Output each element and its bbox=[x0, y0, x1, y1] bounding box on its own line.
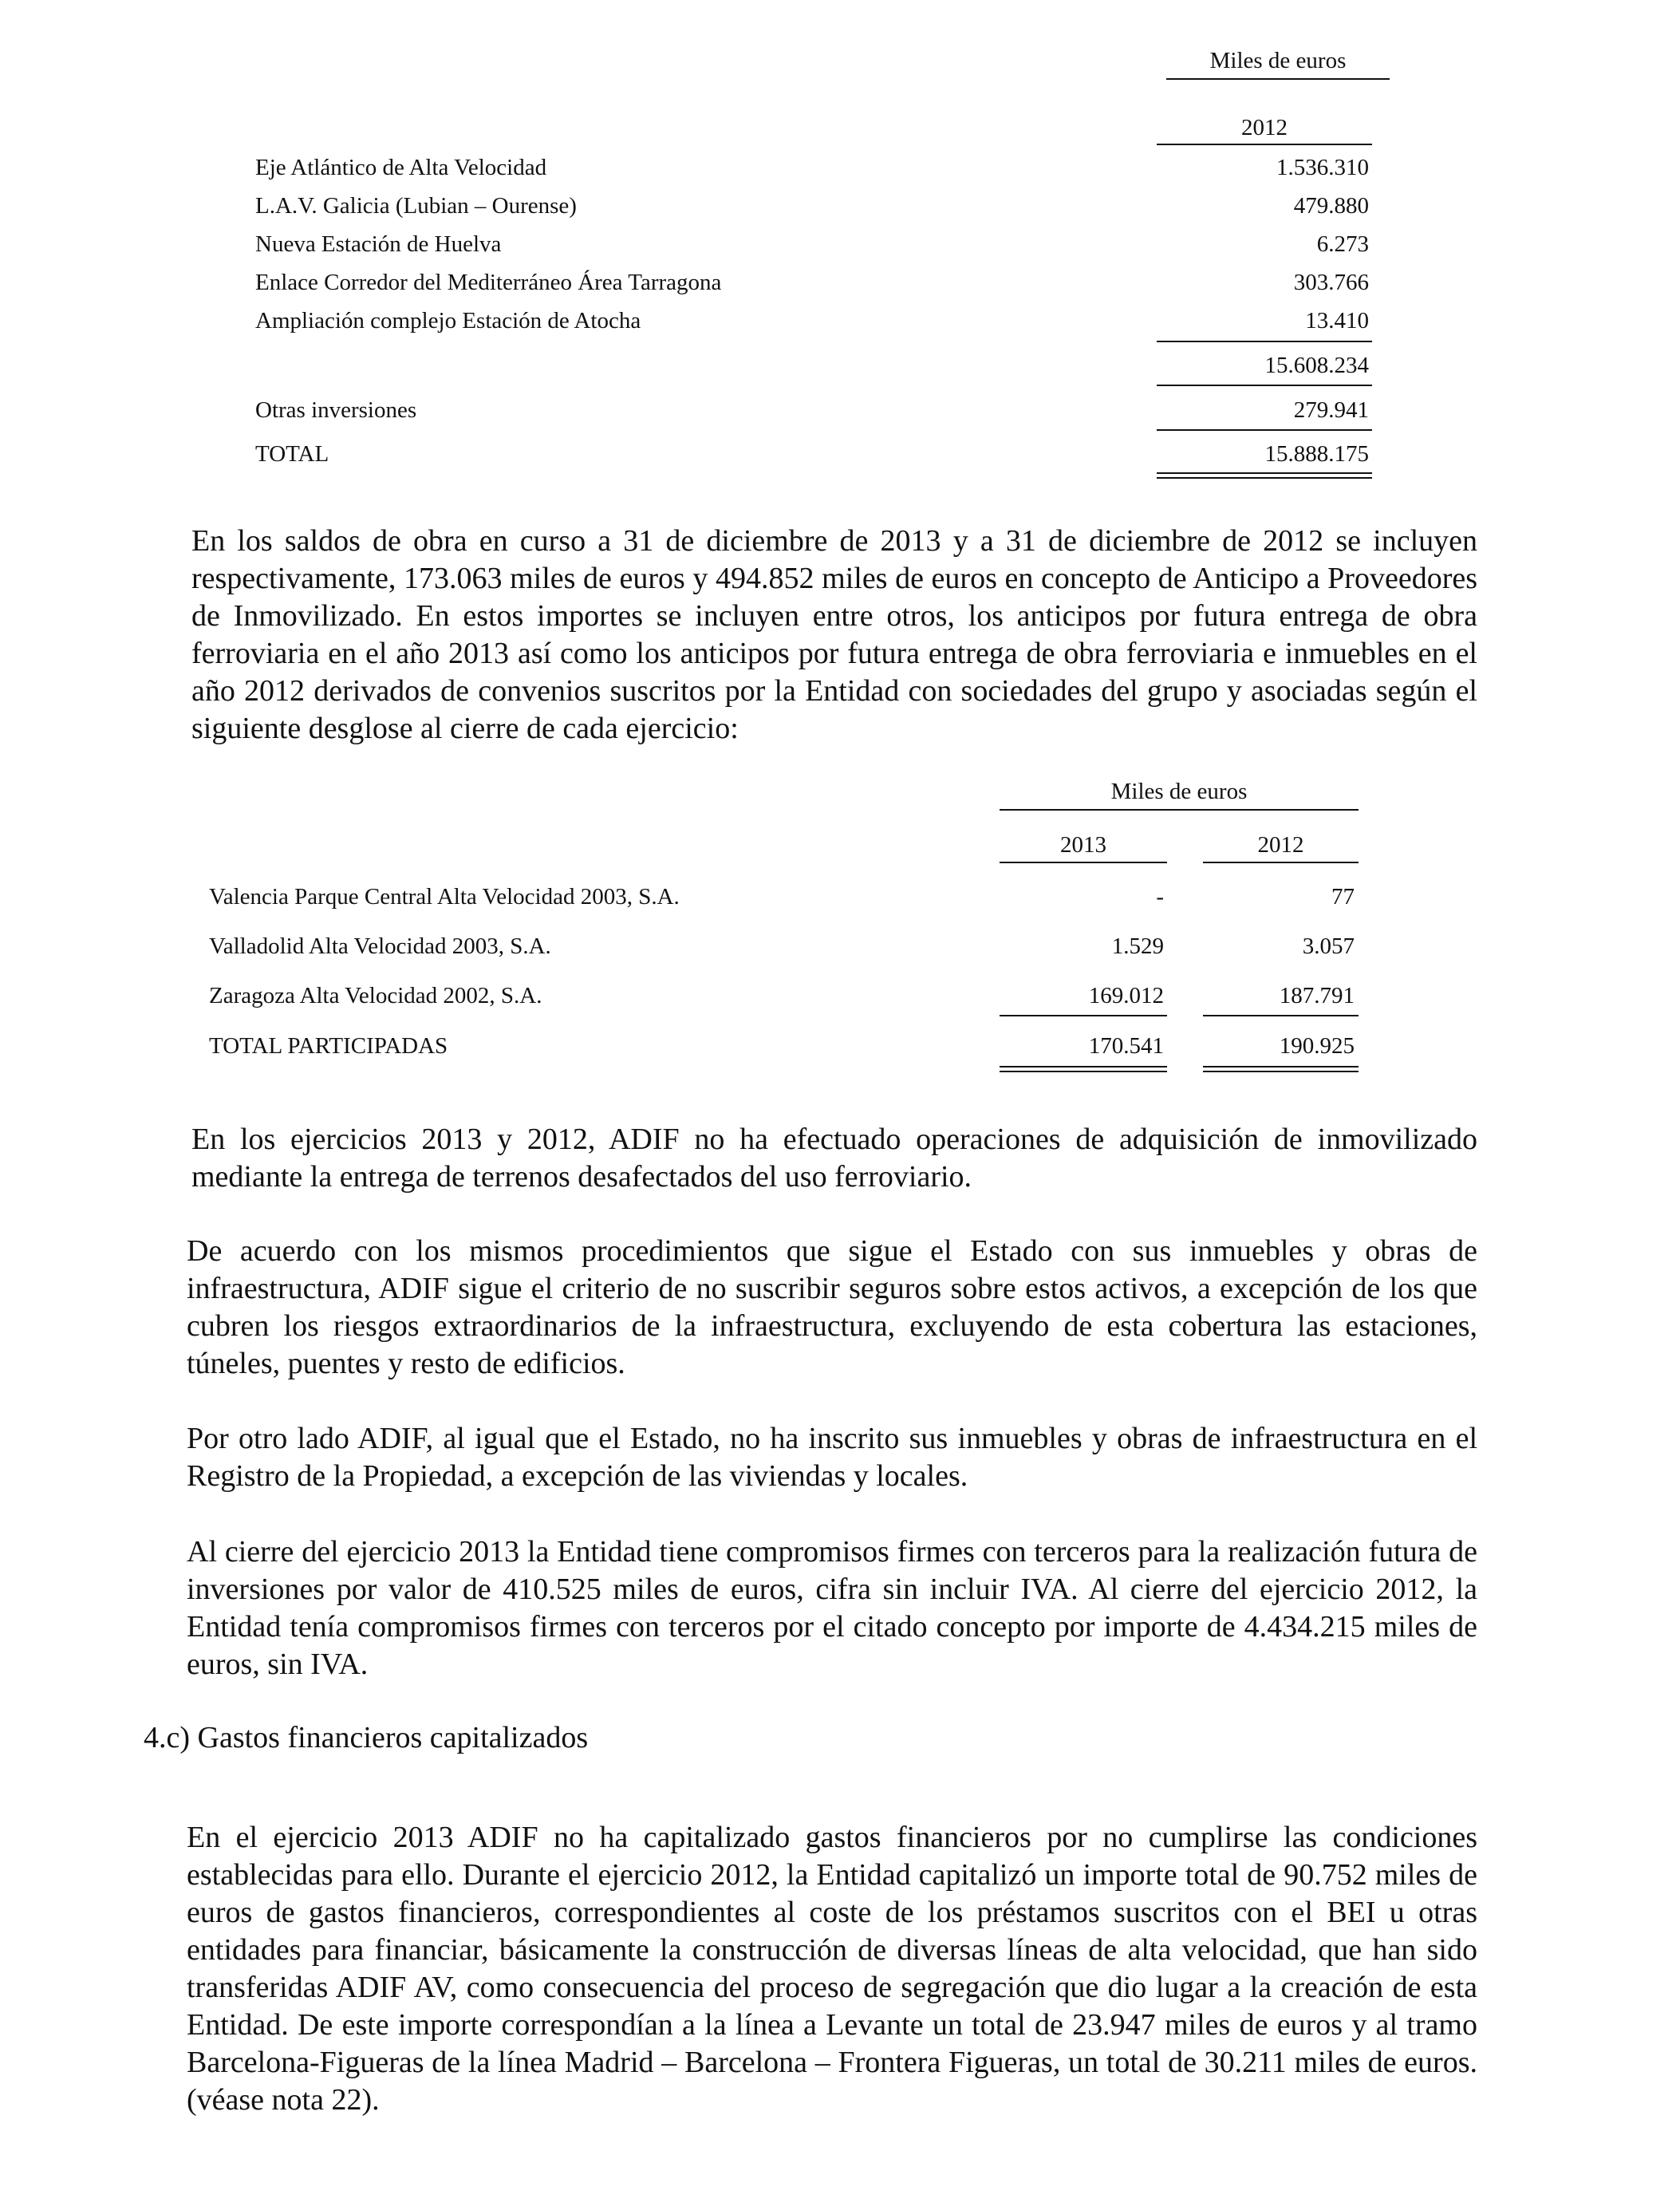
table2-total-double-rule bbox=[1203, 1066, 1359, 1072]
table2-row-value-2013: - bbox=[1156, 884, 1164, 910]
table1-row-value: 1.536.310 bbox=[1276, 155, 1369, 180]
table1-row-label: Nueva Estación de Huelva bbox=[255, 231, 502, 257]
table2-row-value-2012: 187.791 bbox=[1279, 983, 1355, 1008]
table2-row-value-2013: 169.012 bbox=[1088, 983, 1164, 1008]
table2-total-double-rule bbox=[1000, 1066, 1167, 1072]
table1-row-label: L.A.V. Galicia (Lubian – Ourense) bbox=[255, 193, 577, 219]
table2-row-label: Valladolid Alta Velocidad 2003, S.A. bbox=[209, 933, 551, 959]
table1-subtotal-rule bbox=[1157, 341, 1372, 342]
table2-total-2012: 190.925 bbox=[1279, 1033, 1355, 1059]
paragraph-registro: Por otro lado ADIF, al igual que el Estado, no ha inscrito sus inmuebles y obras de infraestructura en el Registro de la Propiedad, a excepción de las viviendas y locales. bbox=[187, 1422, 1477, 1493]
table2-row-value-2012: 77 bbox=[1331, 884, 1355, 910]
table2-unit-rule bbox=[1000, 809, 1359, 811]
table1-unit-rule bbox=[1166, 78, 1390, 80]
paragraph-terrenos: En los ejercicios 2013 y 2012, ADIF no ha efectuado operaciones de adquisición de inmovilizado mediante la entrega de terrenos desafectados del uso ferroviario. bbox=[191, 1123, 1477, 1194]
table2-row-label: Valencia Parque Central Alta Velocidad 2003, S.A. bbox=[209, 884, 680, 910]
table1-total-label: TOTAL bbox=[255, 441, 329, 467]
table1-year-rule bbox=[1157, 144, 1372, 145]
table2-year-header: 2012 bbox=[1257, 832, 1304, 858]
table1-total-value: 15.888.175 bbox=[1264, 441, 1369, 467]
table2-year-header: 2013 bbox=[1060, 832, 1106, 858]
table1-row-label: Ampliación complejo Estación de Atocha bbox=[255, 308, 641, 333]
table1-row-label: Eje Atlántico de Alta Velocidad bbox=[255, 155, 547, 180]
table2-unit-header: Miles de euros bbox=[1110, 779, 1248, 804]
table1-subtotal-underline bbox=[1157, 385, 1372, 386]
table2-year-rule bbox=[1203, 862, 1359, 863]
table2-total-2013: 170.541 bbox=[1088, 1033, 1164, 1059]
table1-row-value: 303.766 bbox=[1293, 270, 1369, 295]
table1-otras-rule bbox=[1157, 429, 1372, 431]
paragraph-anticipos: En los saldos de obra en curso a 31 de diciembre de 2013 y a 31 de diciembre de 2012 se incluyen respectivamente, 173.063 miles de euros y 494.852 miles de euros en concepto de Anticipo a Proveedores de Inmovilizado. En estos importes se incluyen entre otros, los anticipos por futura entrega de obra ferroviaria en el año 2013 así como los anticipos por futura entrega de obra ferroviaria e inmuebles en el año 2012 derivados de convenios suscritos por la Entidad con sociedades del grupo y asociadas según el siguiente desglose al cierre de cada ejercicio: bbox=[191, 524, 1477, 745]
table1-row-value: 13.410 bbox=[1305, 308, 1369, 333]
table2-rows-rule bbox=[1000, 1015, 1167, 1016]
table1-otras-value: 279.941 bbox=[1293, 397, 1369, 423]
table1-unit-header: Miles de euros bbox=[1209, 48, 1347, 73]
paragraph-gastos-financieros: En el ejercicio 2013 ADIF no ha capitalizado gastos financieros por no cumplirse las condiciones establecidas para ello. Durante el ejercicio 2012, la Entidad capitalizó un importe total de 90.752 miles de euros de gastos financieros, correspondientes al coste de los préstamos suscritos con el BEI u otras entidades para financiar, básicamente la construcción de diversas líneas de alta velocidad, que han sido transferidas ADIF AV, como consecuencia del proceso de segregación que dio lugar a la creación de esta Entidad. De este importe correspondían a la línea a Levante un total de 23.947 miles de euros y al tramo Barcelona-Figueras de la línea Madrid – Barcelona – Frontera Figueras, un total de 30.211 miles de euros. (véase nota 22). bbox=[187, 1821, 1477, 2117]
table2-row-label: Zaragoza Alta Velocidad 2002, S.A. bbox=[209, 983, 542, 1008]
table2-total-label: TOTAL PARTICIPADAS bbox=[209, 1033, 448, 1059]
table2-row-value-2012: 3.057 bbox=[1302, 933, 1355, 959]
section-heading: 4.c) Gastos financieros capitalizados bbox=[144, 1721, 589, 1754]
table1-otras-label: Otras inversiones bbox=[255, 397, 417, 423]
table2-year-rule bbox=[1000, 862, 1167, 863]
table1-row-value: 6.273 bbox=[1316, 231, 1369, 257]
table1-row-label: Enlace Corredor del Mediterráneo Área Tarragona bbox=[255, 270, 722, 295]
paragraph-compromisos: Al cierre del ejercicio 2013 la Entidad tiene compromisos firmes con terceros para la realización futura de inversiones por valor de 410.525 miles de euros, cifra sin incluir IVA. Al cierre del ejercicio 2012, la Entidad tenía compromisos firmes con terceros por el citado concepto por importe de 4.434.215 miles de euros, sin IVA. bbox=[187, 1535, 1477, 1681]
table1-total-double-rule bbox=[1157, 472, 1372, 479]
table2-row-value-2013: 1.529 bbox=[1111, 933, 1164, 959]
table1-subtotal-value: 15.608.234 bbox=[1264, 353, 1369, 378]
table1-year-header: 2012 bbox=[1241, 115, 1288, 140]
table2-rows-rule bbox=[1203, 1015, 1359, 1016]
paragraph-seguros: De acuerdo con los mismos procedimientos que sigue el Estado con sus inmuebles y obras de infraestructura, ADIF sigue el criterio de no suscribir seguros sobre estos activos, a excepción de los que cubren los riesgos extraordinarios de la infraestructura, excluyendo de esta cobertura las estaciones, túneles, puentes y resto de edificios. bbox=[187, 1234, 1477, 1380]
table1-row-value: 479.880 bbox=[1293, 193, 1369, 219]
